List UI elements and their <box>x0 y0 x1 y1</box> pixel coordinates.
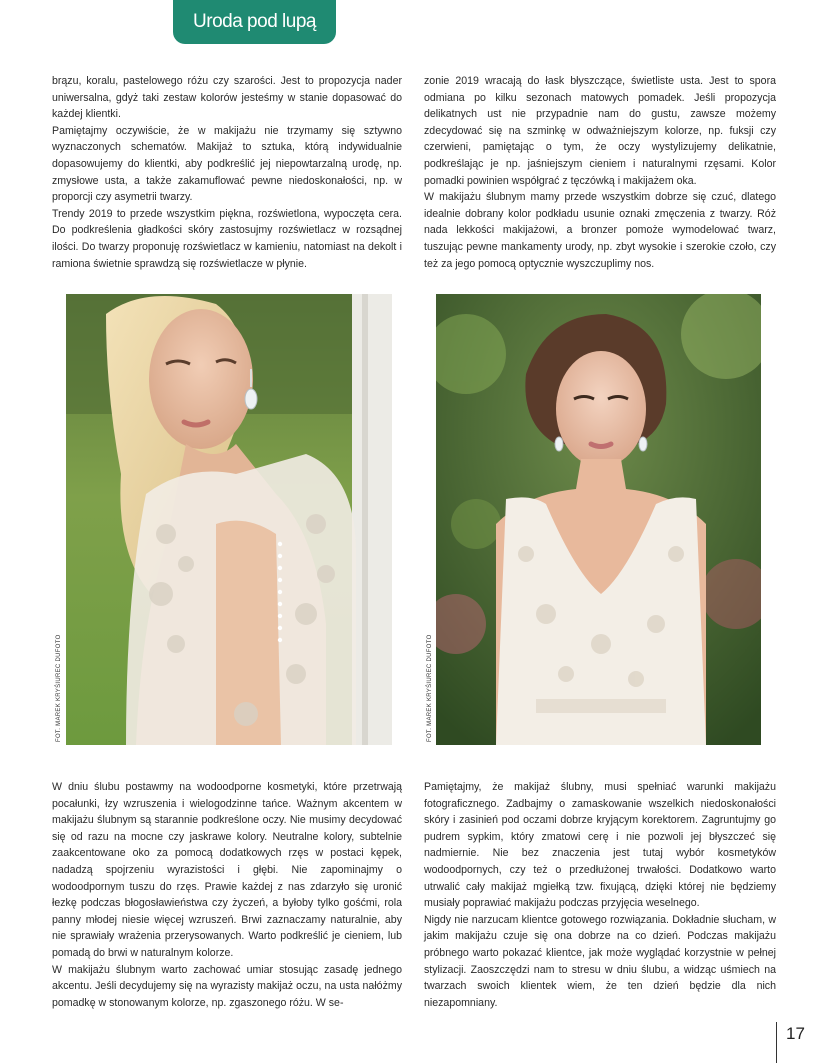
text-column-top-right <box>424 73 776 272</box>
paragraph: brązu, koralu, pastelowego różu czy szarości. Jest to propozycja nader uniwersalna, gdyż taki zestaw kolorów jesteśmy w stanie dopasować do każdej klientki. <box>52 75 402 121</box>
photo-credit: FOT. MAREK KRYŚIUREC DUFOTO <box>427 634 433 742</box>
page-number: 17 <box>786 1024 805 1043</box>
bride-front-photo <box>436 294 761 745</box>
paragraph: W makijażu ślubnym mamy przede wszystkim dobrze się czuć, dlatego idealnie dobrany kolor podkładu usunie oznaki zmęczenia z twarzy. Róż nada lekkości makijażowi, a bronzer pomoże wymodelować twarz, tuszując pewne mankamenty urody, np. zbyt wysokie i szerokie czoło, czy też za jego pomocą optycznie wyszczuplimy nos. <box>424 191 776 270</box>
paragraph: Pamiętajmy oczywiście, że w makijażu nie trzymamy się sztywno wyznaczonych schematów. Makijaż to sztuka, którą indywidualnie dopasowujemy do klientki, aby podkreślić jej niepowtarzalną urodę, np. zmysłowe usta, a także zakamuflować pewne niedoskonałości, np. w proporcji czy asymetrii twarzy. <box>52 124 402 204</box>
footer-rule <box>776 1022 777 1063</box>
section-title: Uroda pod lupą <box>193 11 316 32</box>
paragraph: W makijażu ślubnym warto zachować umiar stosując zasadę jednego akcentu. Jeśli decydujemy się na wyrazisty makijaż oczu, na usta nałóżmy pomadkę w stonowanym kolorze, np. zgaszonego różu. W se- <box>52 963 402 1009</box>
photo-credit: FOT. MAREK KRYŚIUREC DUFOTO <box>56 634 62 742</box>
text-column-bottom-right <box>424 779 776 1011</box>
paragraph: Nigdy nie narzucam klientce gotowego rozwiązania. Dokładnie słucham, w jakim makijażu czuje się ona dobrze na co dzień. Podczas makijażu próbnego warto pokazać klientce, jak może wyglądać korzystnie w pełnej stylizacji. Zaoszczędzi nam to stresu w dniu ślubu, a widząc uśmiech na twarzach swoich klientek wiem, że ten dzień będzie dla nich niezapomniany. <box>424 913 776 1009</box>
paragraph: W dniu ślubu postawmy na wodoodporne kosmetyki, które przetrwają pocałunki, łzy wzruszenia i wielogodzinne tańce. Ważnym akcentem w makijażu ślubnym są starannie podkreślone oczy. Nie musimy decydować się od razu na mocne czy jaskrawe kolory. Neutralne kolory, subtelnie zaakcentowane oko za pomocą dodatkowych rzęs w postaci kępek, nadadzą spojrzeniu wyrazistości i głębi. Nie zapominajmy o wodoodpornym tuszu do rzęs. Prawie każdej z nas zdarzyło się uronić łezkę podczas błogosławieństwa czy życzeń, a byłoby tylko gośćmi, rola panny młodej niesie więcej wzruszeń. Brwi zaznaczamy naturalnie, aby nie sprawiały wrażenia przerysowanych. Warto podkreślić je cieniem, lub pomadą do brwi w naturalnym kolorze. <box>52 781 402 959</box>
paragraph: Trendy 2019 to przede wszystkim piękna, rozświetlona, wypoczęta cera. Do podkreślenia gładkości skóry zastosujmy rozświetlacz w rozsądnej ilości. Do twarzy proponuję rozświetlacz w kamieniu, natomiast na dekolt i ramiona świetnie sprawdzą się rozświetlacze w płynie. <box>52 207 402 270</box>
section-title-tab <box>173 0 336 44</box>
paragraph: Pamiętajmy, że makijaż ślubny, musi spełniać warunki makijażu fotograficznego. Zadbajmy o zamaskowanie wszelkich niedoskonałości skóry i zasinień pod oczami dobrze kryjącym korektorem. Zagruntujmy go pudrem sypkim, który zmatowi cerę i nie pozwoli jej błyszczeć się nadmiernie. Nie bez znaczenia jest tutaj wybór kosmetyków wodoodpornych, czy też o przedłużonej trwałości. Dodatkowo warto utrwalić cały makijaż mgiełką tzw. fixującą, dzięki której nie będziemy musiały poprawiać makijażu podczas przyjęcia weselnego. <box>424 781 776 910</box>
paragraph: zonie 2019 wracają do łask błyszczące, świetliste usta. Jest to spora odmiana po kilku sezonach matowych pomadek. Jeśli propozycja delikatnych ust nie przypadnie nam do gustu, zawsze możemy zdecydować się na szminkę w odważniejszym kolorze, np. fuksji czy czerwieni, pamiętając o tym, że oczy wystylizujemy delikatnie, podkreślając je np. jaśniejszym cieniem i naturalnymi rzęsami. Kolor pomadki powinien współgrać z tęczówką i makijażem oka. <box>424 75 776 187</box>
bride-back-photo <box>66 294 392 745</box>
text-column-bottom-left <box>52 779 402 1011</box>
text-column-top-left <box>52 73 402 272</box>
